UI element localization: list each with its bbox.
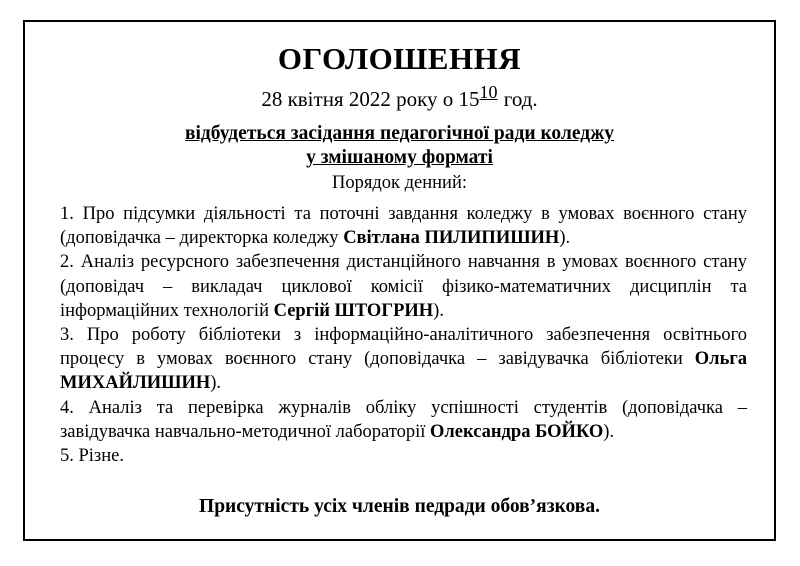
agenda-title: Порядок денний: [331,173,467,193]
agenda-item-text-end: ). [210,373,222,394]
meeting-headline-line2: у змішаному форматі [306,147,493,168]
agenda-item-4 [60,396,747,444]
agenda-item-text-end: ). [433,300,444,321]
agenda-item-text: 1. Про підсумки діяльності та поточні завдання коледжу в умовах воєнного стану (доповідачка – директорка коледжу [60,204,747,249]
time-suffix: год. [498,87,538,111]
meeting-headline-line1: відбудеться засідання педагогічної ради коледжу [184,123,615,144]
agenda-item-text-end: ). [559,228,571,249]
announcement-title: ОГОЛОШЕННЯ [277,41,522,76]
agenda-item-5 [60,444,747,468]
speaker-name: Світлана ПИЛИПИШИН [343,228,560,249]
agenda-item-1 [60,202,747,250]
attendance-notice: Присутність усіх членів педради обов’язкова. [199,496,600,517]
date-text: 28 квітня 2022 року о 15 [261,87,480,111]
agenda-item-text: 2. Аналіз ресурсного забезпечення дистанційного навчання в умовах воєнного стану (доповідач – викладач циклової комісії фізико-математичних дисциплін та інформаційних технологій [60,252,747,321]
agenda-item-2 [60,250,747,323]
agenda-item-text: 5. Різне. [60,446,124,467]
speaker-name: Сергій ШТОГРИН [273,300,434,321]
announcement-frame [23,20,776,541]
speaker-name: Ольга МИХАЙЛИШИН [60,349,747,394]
agenda-item-text-end: ). [603,421,615,442]
agenda-list [60,202,747,468]
agenda-item-3 [60,323,747,396]
speaker-name: Олександра БОЙКО [430,421,604,442]
time-minutes: 10 [479,82,498,102]
agenda-item-text: 3. Про роботу бібліотеки з інформаційно-аналітичного забезпечення освітнього процесу в умовах воєнного стану (доповідачка – завідувачка бібліотеки [60,325,747,370]
agenda-item-text: 4. Аналіз та перевірка журналів обліку успішності студентів (доповідачка – завідувачка навчально-методичної лабораторії [60,397,747,442]
meeting-date-time [25,82,774,113]
